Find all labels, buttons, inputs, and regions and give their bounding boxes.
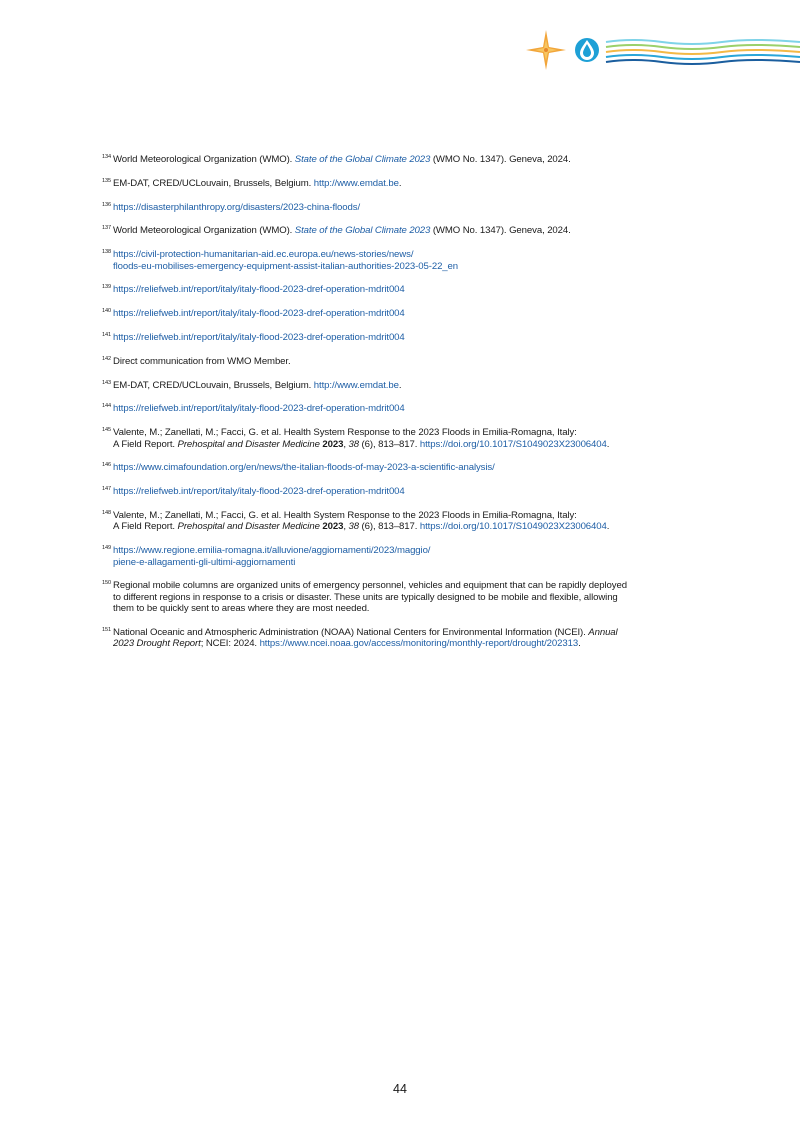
endnote-number: 144: [102, 403, 112, 410]
report-title-link[interactable]: State of the Global Climate 2023: [294, 154, 431, 165]
endnote-text: to different regions in response to a crisis or disaster. These units are typically designed to be mobile and flexible, allowing: [113, 591, 618, 603]
publication-year: 2023: [322, 438, 344, 450]
endnote: [102, 627, 712, 650]
endnote: [102, 580, 712, 614]
url-link[interactable]: https://disasterphilanthropy.org/disasters/2023-china-floods/: [113, 201, 361, 213]
period: .: [606, 438, 610, 450]
url-link[interactable]: https://reliefweb.int/report/italy/italy-flood-2023-dref-operation-mdrit004: [113, 331, 405, 343]
endnotes-list: [102, 154, 712, 662]
endnote-number: 146: [102, 462, 112, 469]
endnote: [102, 178, 712, 189]
report-title-link[interactable]: State of the Global Climate 2023: [294, 225, 431, 237]
endnote-text: (WMO No. 1347). Geneva, 2024.: [430, 225, 571, 237]
endnote-number: 141: [102, 331, 112, 338]
endnote-text: National Oceanic and Atmospheric Administration (NOAA) National Centers for Environmental Information (NCEI).: [113, 626, 589, 638]
endnote-text: Direct communication from WMO Member.: [113, 355, 291, 367]
url-link[interactable]: https://reliefweb.int/report/italy/italy-flood-2023-dref-operation-mdrit004: [113, 403, 405, 415]
compass-star-icon: [526, 30, 566, 70]
endnote: [102, 427, 712, 450]
period: .: [578, 638, 581, 650]
endnote: [102, 462, 712, 473]
endnote-text: ; NCEI: 2024.: [200, 638, 260, 650]
volume: 38: [348, 438, 359, 450]
endnote-number: 135: [102, 177, 112, 184]
url-link[interactable]: http://www.emdat.be: [313, 177, 399, 189]
endnote-number: 147: [102, 486, 112, 493]
pages: (6), 813–817.: [358, 438, 420, 450]
report-title: 2023 Drought Report: [113, 638, 201, 650]
endnote-number: 143: [102, 379, 112, 386]
endnote-number: 137: [102, 225, 112, 232]
url-link[interactable]: https://civil-protection-humanitarian-aid.ec.europa.eu/news-stories/news/: [113, 249, 414, 261]
endnote-text: World Meteorological Organization (WMO).: [113, 225, 295, 237]
endnote: [102, 380, 712, 391]
endnote: [102, 356, 712, 367]
endnote-text: Regional mobile columns are organized units of emergency personnel, vehicles and equipment that can be rapidly deployed: [113, 580, 627, 592]
url-link[interactable]: http://www.emdat.be: [313, 379, 399, 391]
endnote: [102, 154, 712, 165]
endnote-number: 145: [102, 427, 112, 434]
url-link[interactable]: https://reliefweb.int/report/italy/italy-flood-2023-dref-operation-mdrit004: [113, 308, 405, 320]
endnote-number: 136: [102, 201, 112, 208]
url-link-continued[interactable]: floods-eu-mobilises-emergency-equipment-assist-italian-authorities-2023-05-22_en: [113, 260, 459, 272]
endnote: [102, 225, 712, 236]
endnote-number: 150: [102, 580, 112, 587]
endnote: [102, 284, 712, 295]
endnote-text: EM-DAT, CRED/UCLouvain, Brussels, Belgium.: [113, 177, 314, 189]
endnote-text: Valente, M.; Zanellati, M.; Facci, G. et al. Health System Response to the 2023 Floods in Emilia-Romagna, Italy:: [113, 509, 577, 521]
period: .: [606, 521, 610, 533]
url-link[interactable]: https://www.cimafoundation.org/en/news/the-italian-floods-of-may-2023-a-scientific-analysis/: [113, 462, 495, 474]
report-title: Annual: [588, 626, 618, 638]
endnote-number: 134: [102, 154, 112, 160]
journal-name: Prehospital and Disaster Medicine: [177, 438, 320, 450]
endnote-text: them to be quickly sent to areas where they are most needed.: [113, 603, 370, 615]
endnote: [102, 249, 712, 272]
endnote-text: World Meteorological Organization (WMO).: [113, 154, 295, 165]
separator: ,: [343, 438, 349, 450]
url-link[interactable]: https://reliefweb.int/report/italy/italy-flood-2023-dref-operation-mdrit004: [113, 284, 405, 296]
page-number: 44: [393, 1082, 407, 1096]
endnote: [102, 403, 712, 414]
endnote-number: 140: [102, 308, 112, 315]
endnote-number: 139: [102, 284, 112, 291]
pages: (6), 813–817.: [358, 521, 420, 533]
header-ornament: [522, 30, 800, 74]
endnote-text: (WMO No. 1347). Geneva, 2024.: [430, 154, 571, 165]
endnote: [102, 202, 712, 213]
endnote: [102, 332, 712, 343]
endnote-text: A Field Report.: [113, 521, 178, 533]
url-link[interactable]: https://www.ncei.noaa.gov/access/monitoring/monthly-report/drought/202313: [259, 638, 579, 650]
water-drop-icon: [575, 38, 599, 62]
endnote-text: .: [398, 379, 402, 391]
url-link[interactable]: https://www.regione.emilia-romagna.it/alluvione/aggiornamenti/2023/maggio/: [113, 545, 431, 557]
endnote: [102, 308, 712, 319]
endnote-text: A Field Report.: [113, 438, 178, 450]
doi-link[interactable]: https://doi.org/10.1017/S1049023X23006404: [419, 438, 607, 450]
publication-year: 2023: [322, 521, 344, 533]
endnote-number: 149: [102, 545, 112, 552]
endnote-number: 142: [102, 355, 112, 362]
endnote-number: 148: [102, 509, 112, 516]
endnote: [102, 545, 712, 568]
endnote-text: .: [398, 177, 402, 189]
journal-name: Prehospital and Disaster Medicine: [177, 521, 320, 533]
endnote-number: 151: [102, 626, 112, 633]
endnote: [102, 510, 712, 533]
url-link-continued[interactable]: piene-e-allagamenti-gli-ultimi-aggiornamenti: [113, 556, 296, 568]
endnote: [102, 486, 712, 497]
endnote-text: EM-DAT, CRED/UCLouvain, Brussels, Belgium.: [113, 379, 314, 391]
endnote-number: 138: [102, 249, 112, 256]
endnote-text: Valente, M.; Zanellati, M.; Facci, G. et al. Health System Response to the 2023 Floods in Emilia-Romagna, Italy:: [113, 427, 577, 439]
wave-lines-decoration: [606, 40, 800, 64]
url-link[interactable]: https://reliefweb.int/report/italy/italy-flood-2023-dref-operation-mdrit004: [113, 486, 405, 498]
separator: ,: [343, 521, 349, 533]
volume: 38: [348, 521, 359, 533]
doi-link[interactable]: https://doi.org/10.1017/S1049023X23006404: [419, 521, 607, 533]
